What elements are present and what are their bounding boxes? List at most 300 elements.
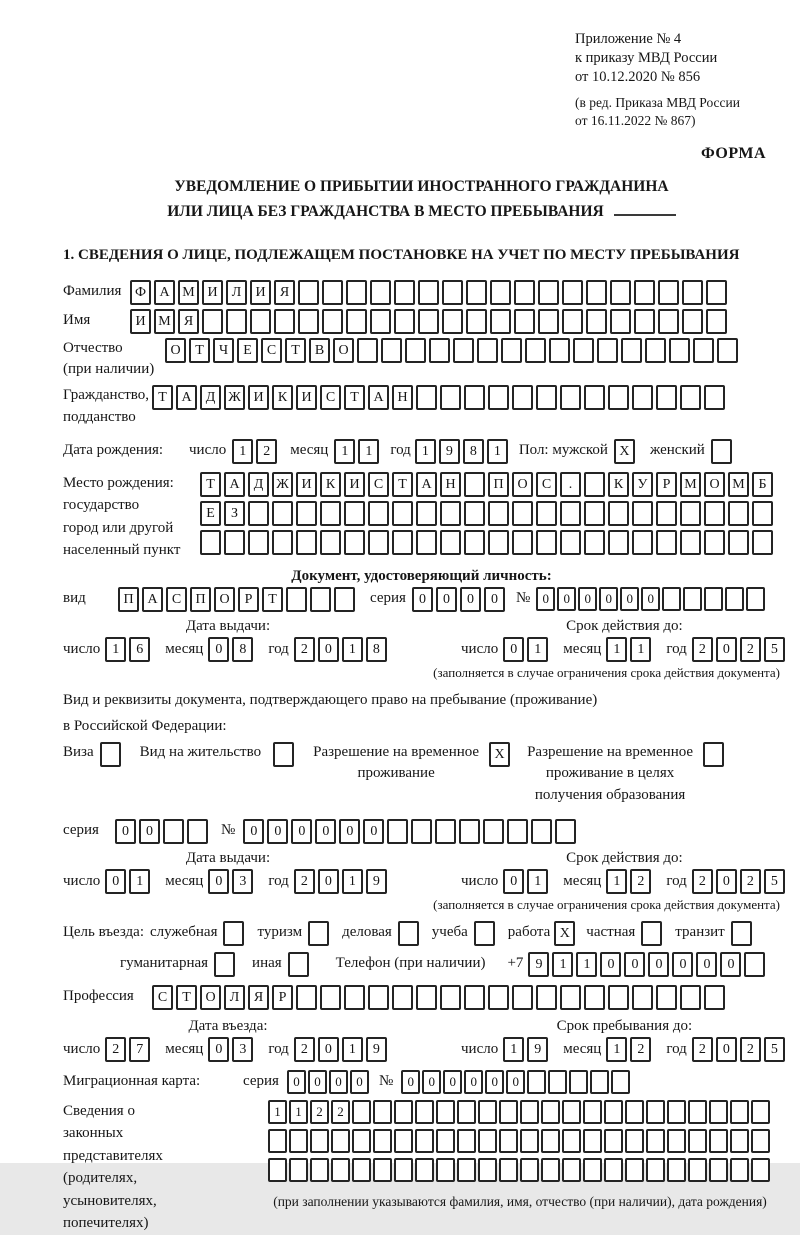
cell[interactable]	[416, 530, 437, 555]
cell[interactable]: 9	[366, 869, 387, 894]
cell[interactable]	[368, 530, 389, 555]
cell[interactable]	[352, 1100, 371, 1124]
cell[interactable]: 9	[439, 439, 460, 464]
cell[interactable]	[667, 1129, 686, 1153]
cell[interactable]	[662, 587, 681, 611]
cell[interactable]	[709, 1158, 728, 1182]
cell[interactable]: 5	[764, 637, 785, 662]
cell[interactable]	[520, 1158, 539, 1182]
cell[interactable]	[373, 1129, 392, 1153]
cell[interactable]: 2	[740, 1037, 761, 1062]
cell[interactable]	[512, 985, 533, 1010]
cell[interactable]: Н	[440, 472, 461, 497]
cell[interactable]	[457, 1129, 476, 1153]
cell[interactable]: С	[536, 472, 557, 497]
cell[interactable]	[520, 1100, 539, 1124]
cell[interactable]	[562, 1158, 581, 1182]
cell[interactable]	[634, 309, 655, 334]
cell[interactable]	[501, 338, 522, 363]
cell[interactable]: 8	[366, 637, 387, 662]
cell[interactable]	[288, 952, 309, 977]
cell[interactable]	[296, 985, 317, 1010]
cell[interactable]	[746, 587, 765, 611]
cell[interactable]	[322, 309, 343, 334]
cell[interactable]: К	[608, 472, 629, 497]
cell[interactable]: 1	[503, 1037, 524, 1062]
cell[interactable]: 0	[139, 819, 160, 844]
cell[interactable]	[669, 338, 690, 363]
cell[interactable]: И	[296, 472, 317, 497]
cell[interactable]: Т	[392, 472, 413, 497]
cell[interactable]	[418, 309, 439, 334]
cell[interactable]: 7	[129, 1037, 150, 1062]
cell[interactable]: 0	[291, 819, 312, 844]
cell[interactable]	[562, 1129, 581, 1153]
cell[interactable]: 2	[692, 637, 713, 662]
cell[interactable]	[573, 338, 594, 363]
cell[interactable]	[320, 530, 341, 555]
cell[interactable]	[320, 985, 341, 1010]
cell[interactable]	[656, 985, 677, 1010]
cell[interactable]	[706, 309, 727, 334]
cell[interactable]: 0	[696, 952, 717, 977]
cell[interactable]: 0	[672, 952, 693, 977]
cell[interactable]	[704, 530, 725, 555]
cell[interactable]	[357, 338, 378, 363]
cell[interactable]	[488, 530, 509, 555]
cell[interactable]: 0	[208, 1037, 229, 1062]
cell[interactable]	[584, 472, 605, 497]
cell[interactable]: 0	[363, 819, 384, 844]
cell[interactable]	[200, 530, 221, 555]
cell[interactable]	[394, 309, 415, 334]
cell[interactable]: 2	[630, 869, 651, 894]
cell[interactable]	[478, 1158, 497, 1182]
cell[interactable]	[331, 1158, 350, 1182]
cell[interactable]: 1	[527, 869, 548, 894]
cell[interactable]	[368, 985, 389, 1010]
cell[interactable]	[298, 280, 319, 305]
cell[interactable]	[658, 280, 679, 305]
cell[interactable]	[457, 1100, 476, 1124]
cell[interactable]	[625, 1100, 644, 1124]
cell[interactable]	[499, 1129, 518, 1153]
cell[interactable]: 1	[606, 637, 627, 662]
purpose-business-checkbox[interactable]	[398, 921, 422, 946]
cell[interactable]: Ч	[213, 338, 234, 363]
cell[interactable]: 0	[315, 819, 336, 844]
cell[interactable]	[440, 501, 461, 526]
cell[interactable]: А	[142, 587, 163, 612]
cell[interactable]: О	[512, 472, 533, 497]
cell[interactable]	[370, 309, 391, 334]
cell[interactable]: 0	[339, 819, 360, 844]
cell[interactable]: А	[368, 385, 389, 410]
cell[interactable]: У	[632, 472, 653, 497]
cell[interactable]	[709, 1129, 728, 1153]
cell[interactable]	[621, 338, 642, 363]
cell[interactable]	[499, 1100, 518, 1124]
cell[interactable]: 2	[310, 1100, 329, 1124]
cell[interactable]	[645, 338, 666, 363]
purpose-transit-checkbox[interactable]	[731, 921, 755, 946]
cell[interactable]: 1	[358, 439, 379, 464]
cell[interactable]	[488, 501, 509, 526]
cell[interactable]: Т	[152, 385, 173, 410]
cell[interactable]: Б	[752, 472, 773, 497]
residence-permit-checkbox[interactable]	[273, 742, 297, 767]
cell[interactable]: С	[320, 385, 341, 410]
cell[interactable]	[466, 309, 487, 334]
cell[interactable]: А	[176, 385, 197, 410]
cell[interactable]: 2	[331, 1100, 350, 1124]
cell[interactable]	[752, 501, 773, 526]
cell[interactable]	[514, 280, 535, 305]
cell[interactable]: 2	[740, 869, 761, 894]
cell[interactable]	[512, 385, 533, 410]
purpose-study-checkbox[interactable]	[474, 921, 498, 946]
cell[interactable]: 0	[648, 952, 669, 977]
cell[interactable]: 0	[318, 869, 339, 894]
purpose-other-checkbox[interactable]	[288, 952, 312, 977]
cell[interactable]	[562, 280, 583, 305]
cell[interactable]	[597, 338, 618, 363]
cell[interactable]: Т	[189, 338, 210, 363]
cell[interactable]	[610, 280, 631, 305]
cell[interactable]	[560, 530, 581, 555]
cell[interactable]: 0	[716, 637, 737, 662]
cell[interactable]	[440, 530, 461, 555]
cell[interactable]	[344, 530, 365, 555]
cell[interactable]	[525, 338, 546, 363]
cell[interactable]	[387, 819, 408, 844]
cell[interactable]	[560, 985, 581, 1010]
cell[interactable]	[499, 1158, 518, 1182]
cell[interactable]: С	[261, 338, 282, 363]
cell[interactable]	[641, 921, 662, 946]
cell[interactable]	[411, 819, 432, 844]
cell[interactable]	[405, 338, 426, 363]
cell[interactable]	[320, 501, 341, 526]
cell[interactable]: Ф	[130, 280, 151, 305]
cell[interactable]: 1	[527, 637, 548, 662]
cell[interactable]: 1	[342, 637, 363, 662]
cell[interactable]: И	[130, 309, 151, 334]
edu-residence-checkbox[interactable]	[703, 742, 727, 767]
cell[interactable]	[440, 385, 461, 410]
cell[interactable]: 0	[412, 587, 433, 612]
cell[interactable]	[415, 1100, 434, 1124]
cell[interactable]	[214, 952, 235, 977]
cell[interactable]: П	[488, 472, 509, 497]
cell[interactable]: В	[309, 338, 330, 363]
cell[interactable]	[346, 280, 367, 305]
cell[interactable]	[322, 280, 343, 305]
cell[interactable]	[667, 1158, 686, 1182]
cell[interactable]	[706, 280, 727, 305]
cell[interactable]: 1	[232, 439, 253, 464]
cell[interactable]: 2	[294, 869, 315, 894]
purpose-private-checkbox[interactable]	[641, 921, 665, 946]
cell[interactable]	[625, 1158, 644, 1182]
cell[interactable]	[709, 1100, 728, 1124]
cell[interactable]: М	[728, 472, 749, 497]
cell[interactable]	[562, 1100, 581, 1124]
cell[interactable]	[680, 501, 701, 526]
cell[interactable]	[457, 1158, 476, 1182]
cell[interactable]	[656, 501, 677, 526]
cell[interactable]: Т	[176, 985, 197, 1010]
cell[interactable]	[483, 819, 504, 844]
cell[interactable]	[583, 1100, 602, 1124]
cell[interactable]: 1	[342, 869, 363, 894]
cell[interactable]	[604, 1158, 623, 1182]
cell[interactable]	[224, 530, 245, 555]
cell[interactable]: 3	[232, 869, 253, 894]
cell[interactable]: О	[165, 338, 186, 363]
cell[interactable]: 2	[294, 637, 315, 662]
cell[interactable]	[680, 985, 701, 1010]
cell[interactable]: 8	[232, 637, 253, 662]
cell[interactable]: 1	[334, 439, 355, 464]
cell[interactable]	[381, 338, 402, 363]
cell[interactable]	[248, 501, 269, 526]
cell[interactable]	[394, 1158, 413, 1182]
cell[interactable]	[584, 501, 605, 526]
cell[interactable]	[527, 1070, 546, 1094]
cell[interactable]: 5	[764, 869, 785, 894]
cell[interactable]	[344, 985, 365, 1010]
cell[interactable]	[683, 587, 702, 611]
cell[interactable]	[584, 530, 605, 555]
cell[interactable]: 0	[267, 819, 288, 844]
cell[interactable]: О	[214, 587, 235, 612]
cell[interactable]	[416, 501, 437, 526]
cell[interactable]	[656, 385, 677, 410]
purpose-official-checkbox[interactable]	[223, 921, 247, 946]
cell[interactable]: 0	[287, 1070, 306, 1094]
cell[interactable]	[416, 985, 437, 1010]
cell[interactable]: 0	[641, 587, 660, 611]
cell[interactable]: Т	[262, 587, 283, 612]
cell[interactable]	[344, 501, 365, 526]
cell[interactable]: О	[200, 985, 221, 1010]
cell[interactable]	[474, 921, 495, 946]
cell[interactable]	[488, 985, 509, 1010]
cell[interactable]	[688, 1129, 707, 1153]
cell[interactable]	[370, 280, 391, 305]
purpose-tourism-checkbox[interactable]	[308, 921, 332, 946]
cell[interactable]: 2	[256, 439, 277, 464]
cell[interactable]: 1	[129, 869, 150, 894]
cell[interactable]: Д	[248, 472, 269, 497]
cell[interactable]	[604, 1100, 623, 1124]
cell[interactable]: А	[416, 472, 437, 497]
cell[interactable]	[429, 338, 450, 363]
cell[interactable]	[368, 501, 389, 526]
cell[interactable]: 0	[557, 587, 576, 611]
cell[interactable]: Я	[178, 309, 199, 334]
cell[interactable]	[272, 530, 293, 555]
cell[interactable]	[289, 1129, 308, 1153]
cell[interactable]	[658, 309, 679, 334]
cell[interactable]: М	[178, 280, 199, 305]
cell[interactable]	[731, 921, 752, 946]
cell[interactable]: Ж	[272, 472, 293, 497]
cell[interactable]	[728, 501, 749, 526]
cell[interactable]: 0	[624, 952, 645, 977]
cell[interactable]	[464, 385, 485, 410]
cell[interactable]	[667, 1100, 686, 1124]
cell[interactable]: Р	[238, 587, 259, 612]
cell[interactable]: П	[118, 587, 139, 612]
cell[interactable]: 3	[232, 1037, 253, 1062]
cell[interactable]: Т	[344, 385, 365, 410]
cell[interactable]	[464, 985, 485, 1010]
cell[interactable]	[569, 1070, 588, 1094]
cell[interactable]	[560, 501, 581, 526]
cell[interactable]	[520, 1129, 539, 1153]
cell[interactable]	[466, 280, 487, 305]
cell[interactable]: 0	[716, 869, 737, 894]
female-checkbox[interactable]	[711, 439, 735, 464]
cell[interactable]	[415, 1158, 434, 1182]
cell[interactable]	[752, 530, 773, 555]
cell[interactable]: 0	[115, 819, 136, 844]
cell[interactable]	[625, 1129, 644, 1153]
cell[interactable]	[394, 280, 415, 305]
cell[interactable]	[646, 1129, 665, 1153]
cell[interactable]	[440, 985, 461, 1010]
cell[interactable]: X	[489, 742, 510, 767]
cell[interactable]	[394, 1129, 413, 1153]
cell[interactable]: 2	[105, 1037, 126, 1062]
cell[interactable]	[268, 1158, 287, 1182]
cell[interactable]: 0	[208, 637, 229, 662]
cell[interactable]	[531, 819, 552, 844]
cell[interactable]	[730, 1129, 749, 1153]
cell[interactable]: 5	[764, 1037, 785, 1062]
cell[interactable]	[512, 501, 533, 526]
cell[interactable]: 0	[105, 869, 126, 894]
cell[interactable]: 0	[599, 587, 618, 611]
cell[interactable]: 1	[606, 869, 627, 894]
cell[interactable]: 0	[460, 587, 481, 612]
cell[interactable]: И	[248, 385, 269, 410]
cell[interactable]	[464, 472, 485, 497]
cell[interactable]: Т	[200, 472, 221, 497]
cell[interactable]: П	[190, 587, 211, 612]
cell[interactable]	[478, 1129, 497, 1153]
cell[interactable]	[272, 501, 293, 526]
cell[interactable]: С	[152, 985, 173, 1010]
cell[interactable]: 2	[740, 637, 761, 662]
cell[interactable]	[541, 1129, 560, 1153]
cell[interactable]	[717, 338, 738, 363]
cell[interactable]	[688, 1100, 707, 1124]
cell[interactable]	[538, 280, 559, 305]
cell[interactable]	[611, 1070, 630, 1094]
cell[interactable]	[273, 742, 294, 767]
cell[interactable]: М	[154, 309, 175, 334]
cell[interactable]: 0	[436, 587, 457, 612]
temp-residence-checkbox[interactable]	[489, 742, 513, 767]
cell[interactable]	[202, 309, 223, 334]
cell[interactable]: 0	[308, 1070, 327, 1094]
cell[interactable]: X	[614, 439, 635, 464]
cell[interactable]	[610, 309, 631, 334]
cell[interactable]: Л	[226, 280, 247, 305]
cell[interactable]	[536, 530, 557, 555]
cell[interactable]: Л	[224, 985, 245, 1010]
cell[interactable]	[250, 309, 271, 334]
cell[interactable]	[507, 819, 528, 844]
cell[interactable]: Е	[237, 338, 258, 363]
cell[interactable]	[442, 280, 463, 305]
cell[interactable]	[634, 280, 655, 305]
cell[interactable]: А	[224, 472, 245, 497]
cell[interactable]	[514, 309, 535, 334]
cell[interactable]	[744, 952, 765, 977]
cell[interactable]	[541, 1158, 560, 1182]
cell[interactable]	[392, 985, 413, 1010]
cell[interactable]: 0	[350, 1070, 369, 1094]
cell[interactable]	[704, 385, 725, 410]
cell[interactable]	[555, 819, 576, 844]
cell[interactable]	[646, 1100, 665, 1124]
cell[interactable]	[477, 338, 498, 363]
cell[interactable]	[704, 501, 725, 526]
cell[interactable]	[163, 819, 184, 844]
cell[interactable]: 0	[318, 637, 339, 662]
cell[interactable]	[680, 530, 701, 555]
cell[interactable]	[608, 501, 629, 526]
cell[interactable]: 1	[105, 637, 126, 662]
cell[interactable]	[373, 1158, 392, 1182]
cell[interactable]: 0	[720, 952, 741, 977]
cell[interactable]	[632, 385, 653, 410]
cell[interactable]	[751, 1129, 770, 1153]
cell[interactable]: Р	[656, 472, 677, 497]
cell[interactable]	[590, 1070, 609, 1094]
cell[interactable]	[693, 338, 714, 363]
cell[interactable]	[536, 385, 557, 410]
cell[interactable]: 9	[528, 952, 549, 977]
cell[interactable]: 0	[536, 587, 555, 611]
cell[interactable]	[436, 1158, 455, 1182]
cell[interactable]: И	[296, 385, 317, 410]
cell[interactable]	[632, 985, 653, 1010]
cell[interactable]: 1	[576, 952, 597, 977]
male-checkbox[interactable]	[614, 439, 638, 464]
cell[interactable]: Я	[274, 280, 295, 305]
cell[interactable]	[490, 280, 511, 305]
cell[interactable]: Е	[200, 501, 221, 526]
cell[interactable]	[751, 1100, 770, 1124]
cell[interactable]	[398, 921, 419, 946]
cell[interactable]: 1	[630, 637, 651, 662]
cell[interactable]	[334, 587, 355, 612]
cell[interactable]	[562, 309, 583, 334]
cell[interactable]: 2	[692, 1037, 713, 1062]
visa-checkbox[interactable]	[100, 742, 124, 767]
cell[interactable]: И	[202, 280, 223, 305]
cell[interactable]	[223, 921, 244, 946]
cell[interactable]: 1	[268, 1100, 287, 1124]
cell[interactable]	[286, 587, 307, 612]
cell[interactable]: 0	[443, 1070, 462, 1094]
cell[interactable]: 0	[401, 1070, 420, 1094]
